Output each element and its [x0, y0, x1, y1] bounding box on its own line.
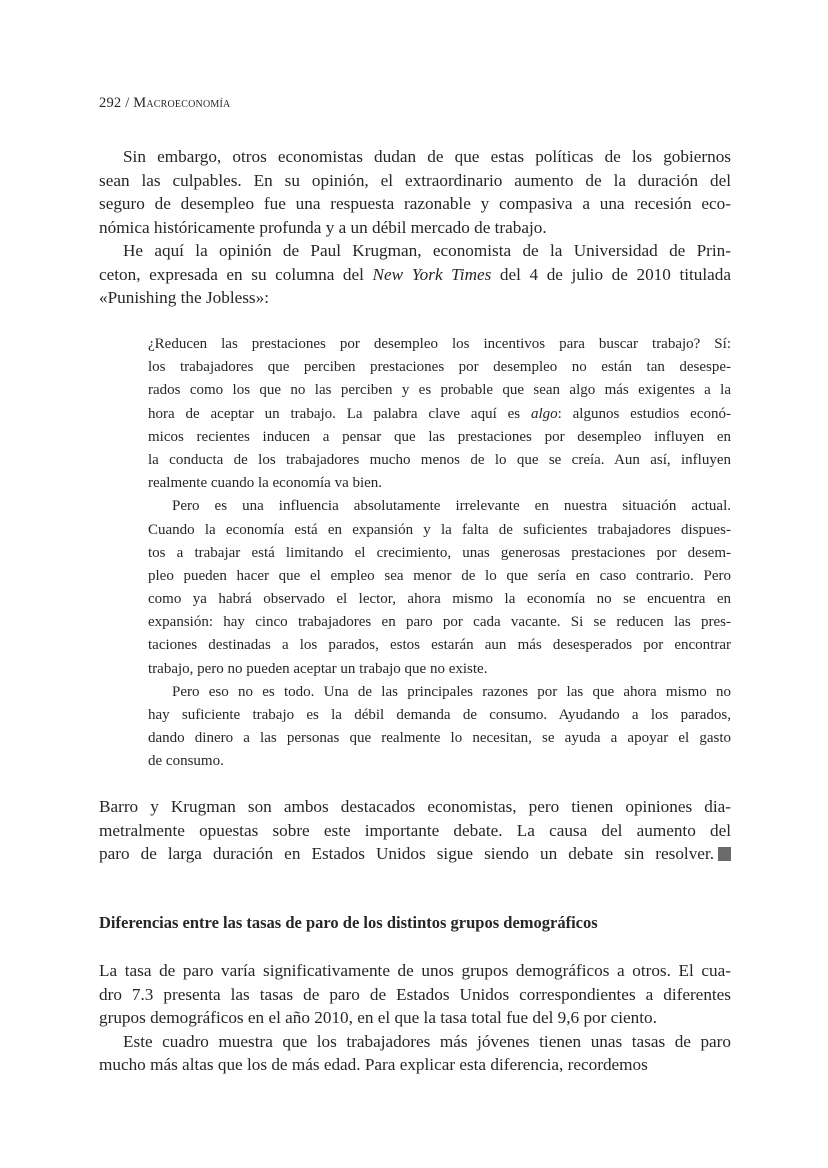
text-line [148, 542, 731, 565]
text-line [99, 192, 731, 216]
text-line [99, 145, 731, 169]
italic-text: New York Times [372, 264, 492, 284]
running-header [99, 95, 230, 112]
text-segment: la conducta de los trabajadores mucho menos de lo que se creía. Aun así, influyen [148, 451, 731, 468]
text-line [99, 286, 731, 310]
text-line [148, 704, 731, 727]
text-segment: La tasa de paro varía significativamente de unos grupos demográficos a otros. El cua- [99, 961, 731, 980]
paragraph [99, 239, 731, 310]
text-segment: del 4 de julio de 2010 titulada [491, 264, 731, 284]
text-line [148, 472, 731, 495]
text-line [99, 795, 731, 819]
text-line [99, 983, 731, 1007]
text-segment: Este cuadro muestra que los trabajadores más jóvenes tienen unas tasas de paro [123, 1031, 731, 1051]
italic-text: algo [530, 405, 558, 422]
text-line [148, 750, 731, 773]
text-segment: He aquí la opinión de Paul Krugman, economista de la Universidad de Prin- [123, 241, 731, 260]
text-line [148, 727, 731, 750]
text-line [99, 169, 731, 193]
running-title: Macroeconomía [133, 95, 231, 111]
text-segment: Cuando la economía está en expansión y la falta de suficientes trabajadores dispues- [148, 521, 731, 538]
block-quote [148, 333, 731, 774]
text-segment: hora de aceptar un trabajo. La palabra clave aquí es [148, 405, 531, 422]
text-segment: ¿Reducen las prestaciones por desempleo los incentivos para buscar trabajo? Sí: [148, 336, 731, 352]
text-line [148, 658, 731, 681]
end-of-box-square-icon [718, 847, 731, 861]
text-segment: seguro de desempleo fue una respuesta razonable y compasiva a una recesión eco- [99, 194, 731, 213]
text-segment: ceton, expresada en su columna del [99, 264, 373, 284]
text-segment: hay suficiente trabajo es la débil demanda de consumo. Ayudando a los parados, [148, 707, 731, 723]
text-segment: Pero es una influencia absolutamente irrelevante en nuestra situación actual. [172, 498, 731, 515]
text-segment: nómica históricamente profunda y a un débil mercado de trabajo. [99, 217, 547, 237]
paragraph [99, 959, 731, 1077]
text-segment: metralmente opuestas sobre este importante debate. La causa del aumento del [99, 820, 731, 840]
text-line [148, 426, 731, 449]
text-line [99, 1030, 731, 1054]
text-line [99, 959, 731, 983]
text-line [148, 379, 731, 402]
header-separator: / [125, 95, 130, 111]
text-line [99, 842, 731, 866]
text-segment: Sin embargo, otros economistas dudan de que estas políticas de los gobiernos [123, 147, 731, 166]
text-line [148, 403, 731, 426]
text-line [148, 611, 731, 634]
text-line [148, 519, 731, 542]
text-line [99, 1053, 731, 1077]
text-segment: : algunos estudios econó- [557, 405, 731, 422]
text-line [99, 239, 731, 263]
text-line [148, 333, 731, 356]
text-segment: «Punishing the Jobless»: [99, 288, 269, 307]
page-number: 292 [99, 95, 122, 111]
text-segment: los trabajadores que perciben prestaciones por desempleo no están tan desespe- [148, 359, 731, 376]
text-line [148, 565, 731, 588]
text-segment: dro 7.3 presenta las tasas de paro de Estados Unidos correspondientes a diferentes [99, 984, 731, 1004]
text-segment: sean las culpables. En su opinión, el extraordinario aumento de la duración del [99, 170, 731, 190]
paragraph [99, 795, 731, 866]
text-line [148, 634, 731, 657]
text-segment: grupos demográficos en el año 2010, en el que la tasa total fue del 9,6 por ciento. [99, 1008, 657, 1027]
text-segment: taciones destinadas a los parados, estos estarán aun más desesperados por encontrar [148, 637, 731, 654]
text-segment: como ya habrá observado el lector, ahora mismo la economía no se encuentra en [148, 591, 731, 608]
text-segment: Pero eso no es todo. Una de las principales razones por las que ahora mismo no [172, 683, 731, 700]
paragraph [99, 145, 731, 239]
text-segment: paro de larga duración en Estados Unidos sigue siendo un debate sin resolver. [99, 844, 714, 863]
text-line [148, 356, 731, 379]
text-segment: mucho más altas que los de más edad. Para explicar esta diferencia, recordemos [99, 1055, 648, 1074]
text-segment: realmente cuando la economía va bien. [148, 475, 383, 492]
section-heading: Diferencias entre las tasas de paro de los distintos grupos demográficos [99, 913, 598, 932]
text-segment: expansión: hay cinco trabajadores en paro por cada vacante. Si se reducen las pres- [148, 614, 731, 631]
text-segment: tos a trabajar está limitando el crecimiento, unas generosas prestaciones por desem- [148, 544, 731, 561]
text-segment: Barro y Krugman son ambos destacados economistas, pero tienen opiniones dia- [99, 797, 731, 816]
text-line [99, 819, 731, 843]
text-segment: dando dinero a las personas que realmente lo necesitan, se ayuda a apoyar el gasto [148, 730, 731, 747]
text-line [148, 495, 731, 518]
text-segment: rados como los que no las perciben y es probable que sean algo más exigentes a la [148, 382, 731, 399]
text-line [148, 449, 731, 472]
text-line [99, 263, 731, 287]
text-segment: de consumo. [148, 753, 224, 770]
text-segment: trabajo, pero no pueden aceptar un trabajo que no existe. [148, 660, 488, 677]
text-line [99, 1006, 731, 1030]
text-segment: pleo pueden hacer que el empleo sea menor de lo que sería en caso contrario. Pero [148, 567, 731, 584]
text-line [99, 216, 731, 240]
text-segment: micos recientes inducen a pensar que las prestaciones por desempleo influyen en [148, 428, 731, 445]
text-line [148, 681, 731, 704]
text-line [148, 588, 731, 611]
